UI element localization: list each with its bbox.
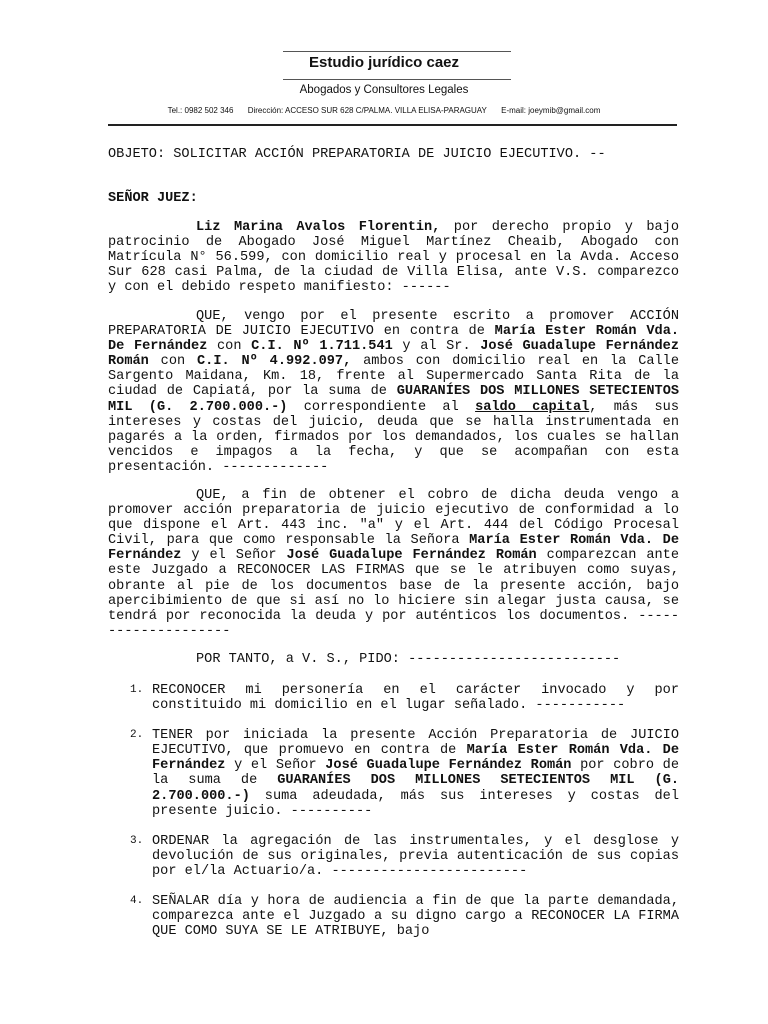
defendant-2-name: José Guadalupe Fernández Román [108, 339, 679, 370]
defendant-1-name: María Ester Román Vda. De Fernández [152, 743, 679, 774]
p2-text-f: correspondiente al [287, 399, 476, 415]
defendant-1-ci: C.I. Nº 1.711.541 [251, 339, 393, 355]
item-text: suma adeudada, más sus intereses y costas del presente juicio. ---------- [152, 788, 679, 819]
request-list [108, 683, 679, 939]
p2-text-a: QUE, vengo por el presente escrito a promover ACCIÓN PREPARATORIA DE JUICIO EJECUTIVO en contra de [108, 309, 679, 340]
claim-amount: GUARANÍES DOS MILLONES SETECIENTOS MIL (G. 2.700.000.-) [108, 384, 680, 415]
p2-text-c: y al Sr. [392, 339, 481, 355]
p3-text-c: comparezcan ante este Juzgado a RECONOCER LAS FIRMAS que se le atribuyen como suyas, obrante al pie de los documentos base de la presente acción, bajo apercibimiento de que si así no lo hiciere sin alegar justa causa, se tendrá por reconocida la deuda y por auténticos los documentos. -------------------- [108, 548, 679, 639]
firm-name: Estudio jurídico caez [308, 54, 460, 71]
item-number: 4. [130, 895, 144, 908]
request-item [108, 728, 679, 819]
por-tanto-line: POR TANTO, a V. S., PIDO: -------------------------- [196, 652, 621, 667]
request-item [108, 834, 679, 879]
item-text: ORDENAR la agregación de las instrumentales, y el desglose y devolución de sus originales, previa autenticación de sus copias por el/la Actuario/a. ------------------------ [152, 833, 679, 879]
request-item [108, 683, 679, 713]
intro-paragraph [108, 220, 679, 295]
paragraph-que-2 [108, 488, 679, 639]
p2-text-g: , más sus intereses y costas del juicio, deuda que se halla instrumentada en pagarés a la orden, firmados por los demandados, los cuales se hallan vencidos e impagos a la fecha, y que se acompañan con esta presentación. ------------- [108, 399, 679, 475]
item-number: 3. [130, 834, 144, 847]
objeto-line: OBJETO: SOLICITAR ACCIÓN PREPARATORIA DE JUICIO EJECUTIVO. -- [108, 147, 606, 162]
claim-amount: GUARANÍES DOS MILLONES SETECIENTOS MIL (G. 2.700.000.-) [152, 773, 680, 804]
item-number: 1. [130, 684, 144, 696]
request-item [108, 894, 679, 939]
defendant-2-name: José Guadalupe Fernández Román [325, 758, 572, 774]
item-text: TENER por iniciada la presente Acción Preparatoria de JUICIO EJECUTIVO, que promuevo en contra de [152, 728, 679, 759]
item-text: y el Señor [225, 758, 326, 774]
saldo-capital: saldo capital [475, 399, 590, 415]
plaintiff-name: Liz Marina Avalos Florentin, [196, 220, 441, 235]
intro-text: por derecho propio y bajo patrocinio de Abogado José Miguel Martínez Cheaib, Abogado con Matrícula N° 56.599, con domicilio real y procesal en la Avda. Acceso Sur 628 casi Palma, de la ciudad de Villa Elisa, ante V.S. comparezco y con el debido respeto manifiesto: ------ [108, 220, 679, 296]
defendant-2-ci: C.I. Nº 4.992.097, [197, 354, 352, 370]
letterhead-middle-rule [283, 79, 511, 80]
item-number: 2. [130, 729, 144, 742]
p3-text-a: QUE, a fin de obtener el cobro de dicha deuda vengo a promover acción preparatoria de juicio ejecutivo de conformidad a lo que dispone el Art. 443 inc. "a" y el Art. 444 del Código Procesal Civil, para que como responsable la Señora [108, 488, 679, 549]
p3-text-b: y el Señor [181, 548, 287, 564]
defendant-2-name: José Guadalupe Fernández Román [286, 548, 537, 564]
item-text: SEÑALAR día y hora de audiencia a fin de que la parte demandada, comparezca ante el Juzgado a su digno cargo a RECONOCER LA FIRMA QUE COMO SUYA SE LE ATRIBUYE, bajo [152, 894, 679, 940]
defendant-1-name: María Ester Román Vda. De Fernández [108, 324, 680, 355]
firm-subtitle: Abogados y Consultores Legales [299, 84, 469, 96]
letterhead-top-rule [283, 51, 511, 52]
salutation: SEÑOR JUEZ: [108, 191, 198, 206]
p2-text-b: con [207, 339, 252, 355]
letterhead-bottom-rule [108, 124, 677, 126]
paragraph-que-1 [108, 309, 679, 475]
p2-text-e: ambos con domicilio real en la Calle Sargento Maidana, Km. 18, frente al Supermercado Santa Rita de la ciudad de Capiatá, por la suma de [108, 354, 679, 400]
contact-line [0, 106, 768, 115]
item-text: por cobro de la suma de [152, 758, 679, 789]
p2-text-d: con [148, 354, 197, 370]
address: Dirección: ACCESO SUR 628 C/PALMA. VILLA ELISA-PARAGUAY [247, 106, 487, 115]
phone: Tel.: 0982 502 346 [167, 106, 234, 115]
item-text: RECONOCER mi personería en el carácter invocado y por constituido mi domicilio en el lugar señalado. ----------- [152, 683, 679, 714]
defendant-1-name: María Ester Román Vda. De Fernández [108, 533, 679, 564]
email: E-mail: joeymib@gmail.com [501, 106, 601, 115]
